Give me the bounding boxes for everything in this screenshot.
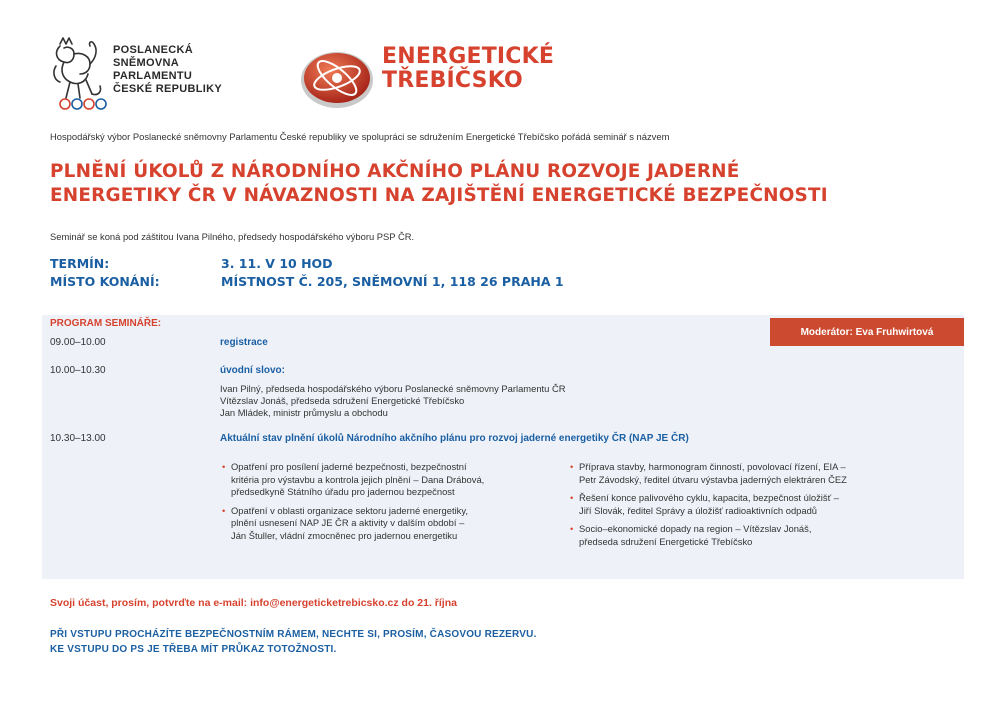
topic-bullet [222,505,562,543]
program-item-title: úvodní slovo: [220,365,285,376]
topic-list-right [570,461,950,554]
topic-list-left [222,461,562,548]
topic-line: Petr Závodský, ředitel útvaru výstavba jaderných elektráren ČEZ [579,473,847,485]
topic-line: předseda sdružení Energetické Třebíčsko [579,535,753,547]
rsvp-text: Svoji účast, prosím, potvrďte na e-mail: info@energeticketrebicsko.cz do 21. října [50,597,457,609]
topic-line: Ján Štuller, vládní zmocněnec pro jadernou energetiku [231,529,458,541]
notice-line: PŘI VSTUPU PROCHÁZÍTE BEZPEČNOSTNÍM RÁMEM, NECHTE SI, PROSÍM, ČASOVOU REZERVU. [50,629,537,640]
psp-name-line: PARLAMENTU [113,70,193,82]
psp-name-line: SNĚMOVNA [113,57,179,69]
speaker: Ivan Pilný, předseda hospodářského výboru Poslanecké sněmovny Parlamentu ČR [220,383,566,394]
seminar-title [50,160,828,208]
topic-line: • Socio–ekonomické dopady na region – Vítězslav Jonáš, [579,523,812,534]
venue-label: MÍSTO KONÁNÍ: [50,274,160,289]
atom-orbit-logo-icon [297,42,377,112]
intro-text: Hospodářský výbor Poslanecké sněmovny Parlamentu České republiky ve spolupráci se sdružením Energetické Třebíčsko pořádá seminář s názvem [50,131,670,142]
program-time: 10.00–10.30 [50,365,106,376]
psp-name-line: ČESKÉ REPUBLIKY [113,83,223,95]
program-time: 09.00–10.00 [50,337,106,348]
program-time: 10.30–13.00 [50,433,106,444]
date-label: TERMÍN: [50,256,110,271]
topic-bullet [222,461,562,499]
psp-name [113,44,222,96]
moderator-badge: Moderátor: Eva Fruhwirtová [770,318,964,346]
speaker: Vítězslav Jonáš, předseda sdružení Energetické Třebíčsko [220,395,465,406]
topic-line: • Opatření pro posílení jaderné bezpečnosti, bezpečnostní [231,461,467,472]
topic-line: plnění usnesení NAP JE ČR a aktivity v dalším období – [231,517,465,528]
venue-value: MÍSTNOST Č. 205, SNĚMOVNÍ 1, 118 26 PRAHA 1 [221,274,564,289]
topic-line: • Opatření v oblasti organizace sektoru jaderné energetiky, [231,504,468,516]
program-heading: PROGRAM SEMINÁŘE: [50,318,162,329]
topic-line: • Příprava stavby, harmonogram činností, povolovací řízení, EIA – [579,461,846,472]
topic-line: • Řešení konce palivového cyklu, kapacita, bezpečnost úložišť – [579,492,839,503]
topic-line: Jiří Slovák, ředitel Správy a úložišť radioaktivních odpadů [579,504,818,516]
seminar-title-line: ENERGETIKY ČR V NÁVAZNOSTI NA ZAJIŠTĚNÍ ENERGETICKÉ BEZPEČNOSTI [50,185,828,206]
et-name-line: ENERGETICKÉ [382,44,555,69]
entry-notice [50,627,537,657]
et-name [382,45,554,93]
auspices-text: Seminář se koná pod záštitou Ivana Pilného, předsedy hospodářského výboru PSP ČR. [50,231,415,242]
topic-bullet [570,461,950,486]
czech-lion-crest-icon [50,36,110,112]
psp-name-line: POSLANECKÁ [113,44,194,56]
et-name-line: TŘEBÍČSKO [382,68,523,93]
notice-line: KE VSTUPU DO PS JE TŘEBA MÍT PRŮKAZ TOTOŽNOSTI. [50,644,337,655]
date-value: 3. 11. V 10 HOD [221,256,333,271]
program-item-title: Aktuální stav plnění úkolů Národního akčního plánu pro rozvoj jaderné energetiky ČR (NAP JE ČR) [220,433,689,444]
topic-line: předsedkyně Státního úřadu pro jadernou bezpečnost [231,486,455,497]
topic-line: kritéria pro výstavbu a kontrola jejich plnění – Dana Drábová, [231,473,485,485]
speaker-list [220,383,566,419]
topic-bullet [570,523,950,548]
topic-bullet [570,492,950,517]
speaker: Jan Mládek, ministr průmyslu a obchodu [220,407,388,418]
program-item-title: registrace [220,337,268,348]
seminar-title-line: PLNĚNÍ ÚKOLŮ Z NÁRODNÍHO AKČNÍHO PLÁNU ROZVOJE JADERNÉ [50,161,740,182]
